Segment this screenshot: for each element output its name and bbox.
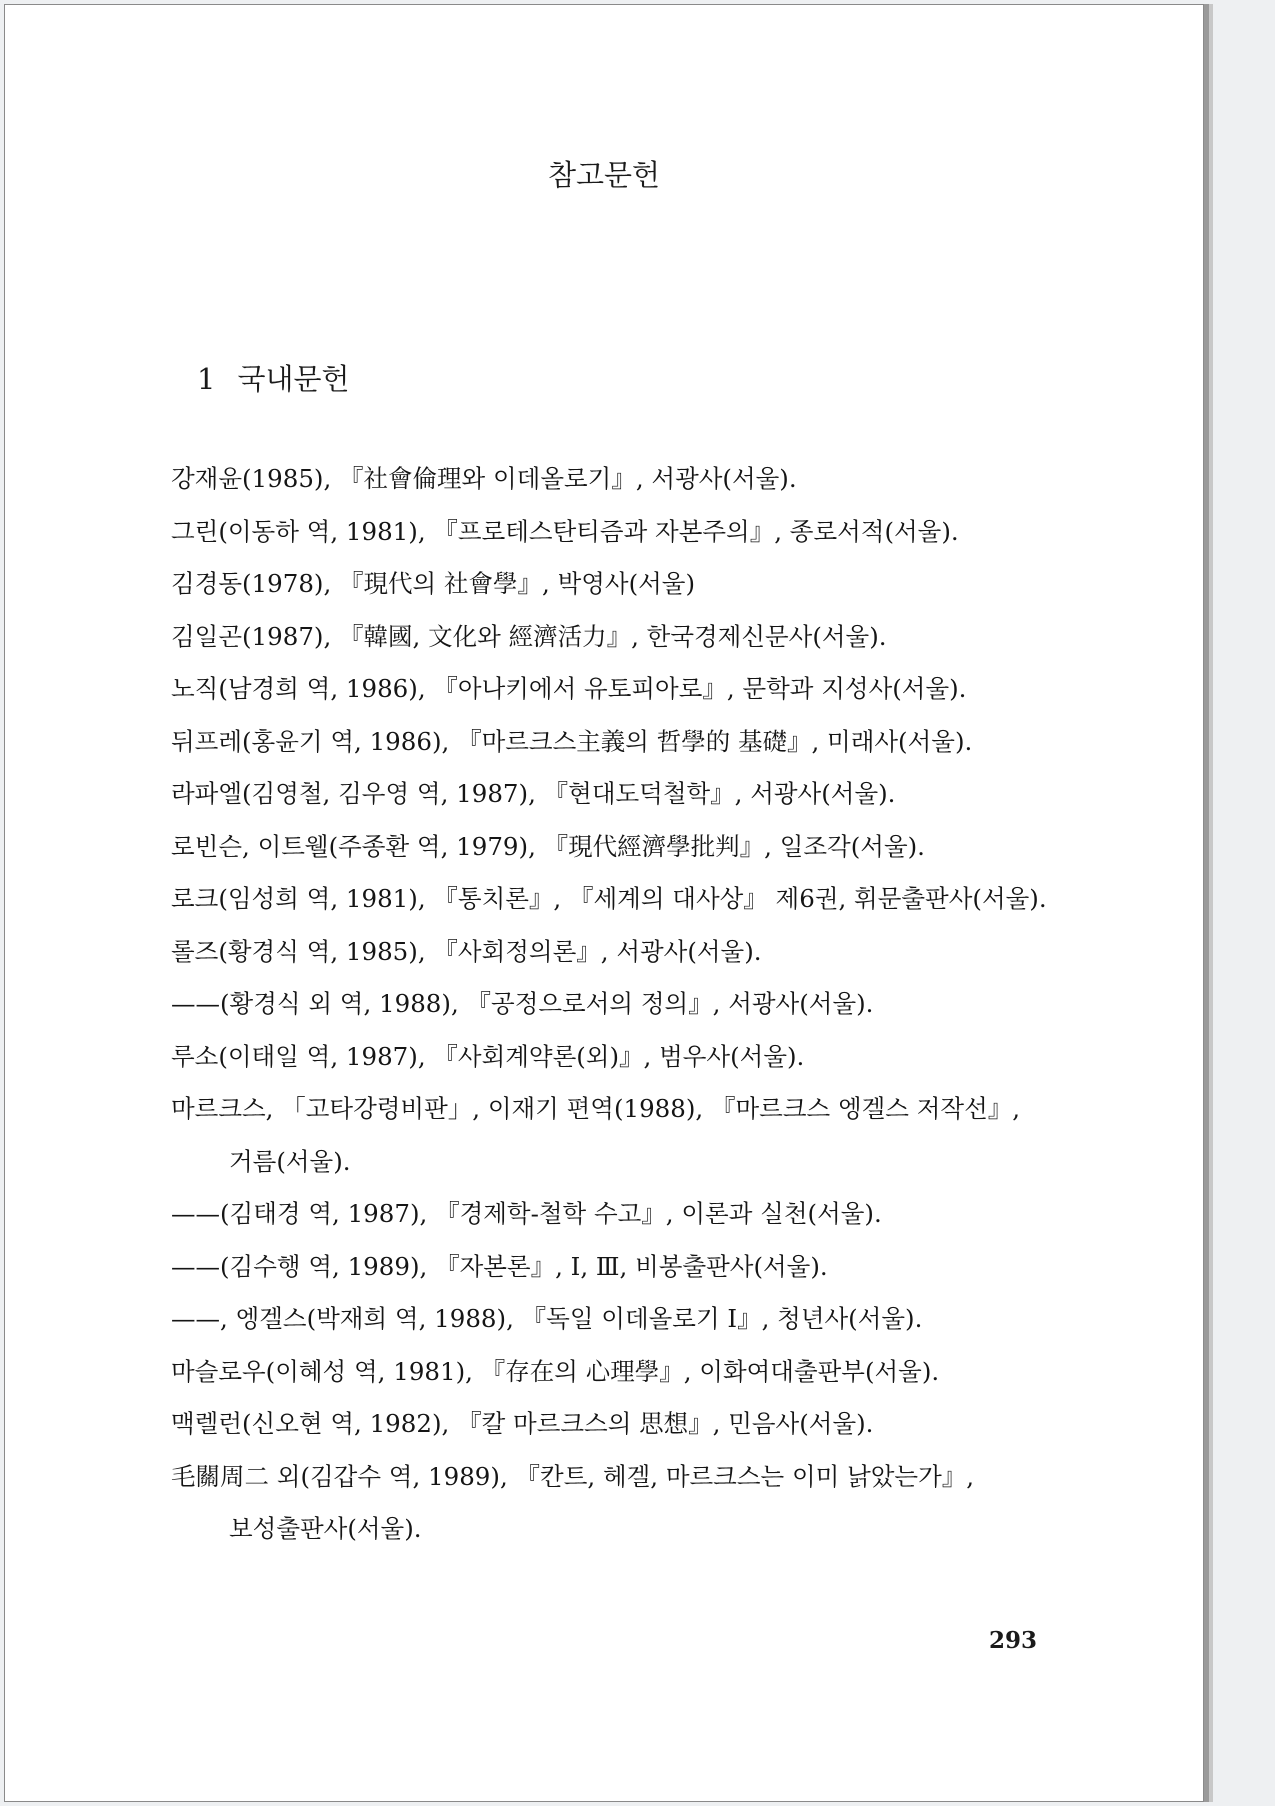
reference-entry: 루소(이태일 역, 1987), 『사회계약론(외)』, 범우사(서울). [171, 1041, 805, 1071]
reference-entry: ——(김태경 역, 1987), 『경제학-철학 수고』, 이론과 실천(서울). [171, 1199, 882, 1228]
document-page [4, 4, 1204, 1802]
reference-entry: 毛關周二 외(김갑수 역, 1989), 『칸트, 헤겔, 마르크스는 이미 낡았는가』, 보성출판사(서울). [171, 1461, 975, 1543]
reference-entry: 맥렐런(신오현 역, 1982), 『칼 마르크스의 思想』, 민음사(서울). [171, 1409, 874, 1438]
reference-entry: 그린(이동하 역, 1981), 『프로테스탄티즘과 자본주의』, 종로서적(서울). [171, 516, 959, 546]
reference-entry: 로빈슨, 이트웰(주종환 역, 1979), 『現代經濟學批判』, 일조각(서울). [171, 831, 925, 861]
reference-entry: 강재윤(1985), 『社會倫理와 이데올로기』, 서광사(서울). [171, 464, 797, 493]
reference-entry: ——(김수행 역, 1989), 『자본론』, Ⅰ, Ⅲ, 비봉출판사(서울). [171, 1251, 828, 1281]
reference-entry: 마슬로우(이혜성 역, 1981), 『存在의 心理學』, 이화여대출판부(서울). [171, 1356, 940, 1386]
reference-entry: 노직(남경희 역, 1986), 『아나키에서 유토피아로』, 문학과 지성사(서울). [171, 674, 967, 703]
reference-entry: 로크(임성희 역, 1981), 『통치론』, 『세계의 대사상』 제6권, 휘문출판사(서울). [171, 884, 1047, 913]
page-number: 293 [989, 1627, 1038, 1654]
reference-entry: 라파엘(김영철, 김우영 역, 1987), 『현대도덕철학』, 서광사(서울). [171, 779, 896, 808]
section-number: 1 [197, 362, 216, 396]
reference-entry: 마르크스, 「고타강령비판」, 이재기 편역(1988), 『마르크스 엥겔스 저작선』, 거름(서울). [171, 1094, 1021, 1176]
reference-entry: ——, 엥겔스(박재희 역, 1988), 『독일 이데올로기 Ⅰ』, 청년사(서울). [171, 1304, 923, 1333]
reference-entry: 김경동(1978), 『現代의 社會學』, 박영사(서울) [171, 569, 696, 598]
reference-list [171, 453, 1051, 1556]
reference-entry: ——(황경식 외 역, 1988), 『공정으로서의 정의』, 서광사(서울). [171, 989, 874, 1018]
section-heading [197, 357, 350, 398]
reference-entry: 롤즈(황경식 역, 1985), 『사회정의론』, 서광사(서울). [171, 936, 762, 966]
reference-entry: 김일곤(1987), 『韓國, 文化와 經濟活力』, 한국경제신문사(서울). [171, 621, 887, 651]
page-title: 참고문헌 [547, 158, 661, 192]
reference-entry: 뒤프레(홍윤기 역, 1986), 『마르크스主義의 哲學的 基礎』, 미래사(서울). [171, 726, 973, 756]
section-title: 국내문헌 [237, 362, 350, 396]
viewer-background [1214, 0, 1275, 1806]
